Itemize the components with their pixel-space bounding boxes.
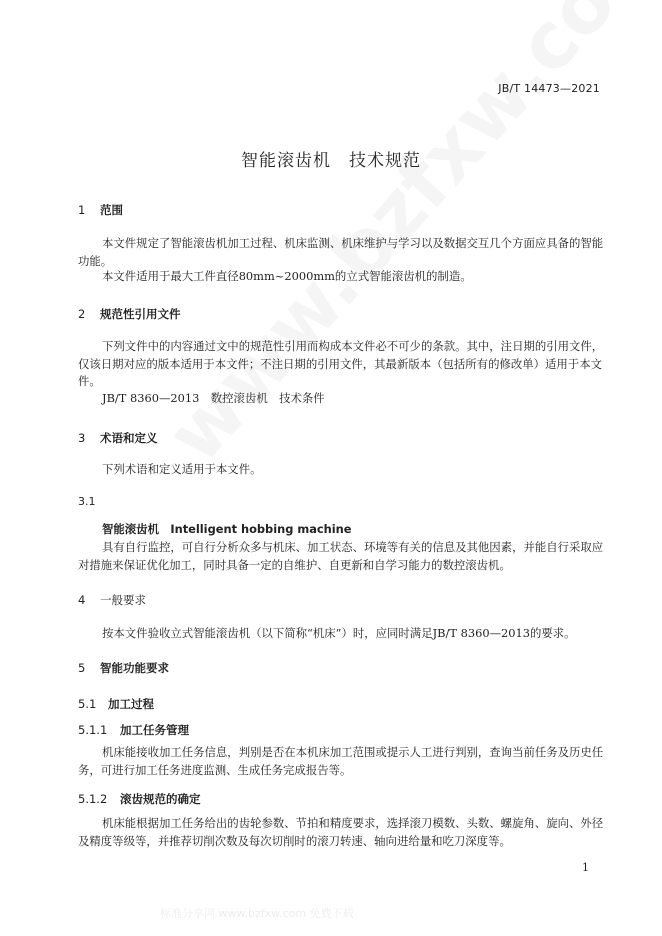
section-5-1-1-paragraph: 机床能接收加工任务信息，判别是否在本机床加工范围或提示人工进行判别，查询当前任务及历史任务，可进行加工任务进度监测、生成任务完成报告等。 [78,745,604,777]
section-5-1-1-heading [78,722,189,738]
term-number: 3.1 [78,495,96,508]
section-number: 5.1.1 [78,723,108,737]
section-number: 5.1.2 [78,792,108,806]
term-definition: 具有自行监控，可自行分析众多与机床、加工状态、环境等有关的信息及其他因素，并能自行采取应对措施来保证优化加工，同时具备一定的自维护、自更新和自学习能力的数控滚齿机。 [78,540,604,572]
section-title: 加工过程 [108,697,154,711]
section-number: 3 [78,431,86,445]
section-number: 5 [78,661,86,675]
section-title: 智能功能要求 [100,661,169,675]
section-title: 加工任务管理 [120,723,189,737]
section-title: 一般要求 [100,593,146,607]
section-1-paragraph-1: 本文件规定了智能滚齿机加工过程、机床监测、机床维护与学习以及数据交互几个方面应具备的智能功能。 [78,236,604,268]
section-2-heading [78,306,181,322]
section-1-paragraph-2: 本文件适用于最大工件直径80mm~2000mm的立式智能滚齿机的制造。 [102,269,472,283]
section-number: 4 [78,593,86,607]
term-name: 智能滚齿机 Intelligent hobbing machine [102,522,352,536]
document-code: JB/T 14473—2021 [498,82,600,95]
section-4-heading [78,592,146,608]
section-3-heading [78,430,158,446]
section-number: 1 [78,203,86,217]
section-title: 术语和定义 [100,431,158,445]
section-title: 滚齿规范的确定 [120,792,201,806]
section-5-heading [78,660,169,676]
section-3-paragraph-1: 下列术语和定义适用于本文件。 [102,462,262,476]
section-4-paragraph-1: 按本文件验收立式智能滚齿机（以下简称“机床”）时，应同时满足JB/T 8360—2013的要求。 [102,626,576,640]
section-number: 2 [78,307,86,321]
section-title: 范围 [100,203,123,217]
page-title: 智能滚齿机 技术规范 [241,151,421,171]
section-5-1-2-paragraph: 机床能根据加工任务给出的齿轮参数、节拍和精度要求，选择滚刀模数、头数、螺旋角、旋向、外径及精度等级等，并推荐切削次数及每次切削时的滚刀转速、轴向进给量和吃刀深度等。 [78,816,604,848]
footer-watermark: 标准分享网 www.bzfxw.com 免费下载 [160,907,354,920]
page-number: 1 [582,861,589,874]
section-title: 规范性引用文件 [100,307,181,321]
section-2-paragraph-1: 下列文件中的内容通过文中的规范性引用而构成本文件必不可少的条款。其中，注日期的引用文件，仅该日期对应的版本适用于本文件；不注日期的引用文件，其最新版本（包括所有的修改单）适用于本文件。 [78,339,604,388]
section-5-1-2-heading [78,791,201,807]
section-5-1-heading [78,696,154,712]
section-1-heading [78,202,123,218]
normative-reference: JB/T 8360—2013 数控滚齿机 技术条件 [102,391,325,405]
section-number: 5.1 [78,697,97,711]
